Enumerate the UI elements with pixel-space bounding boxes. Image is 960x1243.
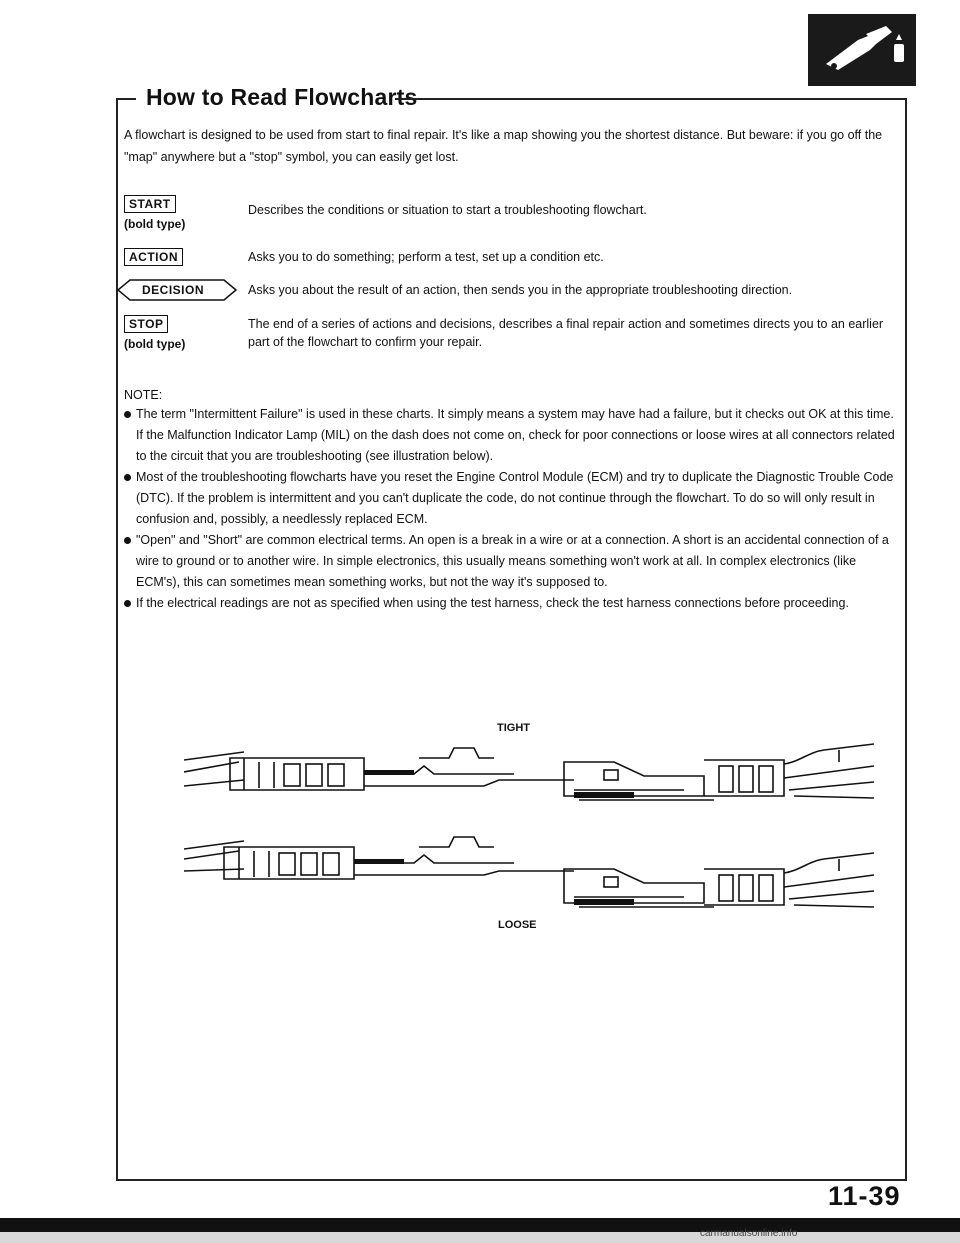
decision-description: Asks you about the result of an action, then sends you in the appropriate troubleshooting direction. <box>248 283 793 297</box>
start-symbol: START <box>124 195 176 213</box>
decision-symbol: DECISION <box>142 283 205 297</box>
note-heading: NOTE: <box>124 388 163 402</box>
note-item: If the electrical readings are not as specified when using the test harness, check the test harness connections before proceeding. <box>124 593 898 614</box>
bottom-bar <box>0 1218 960 1232</box>
notes-list <box>124 404 898 614</box>
stop-subtext: (bold type) <box>124 337 186 351</box>
loose-label: LOOSE <box>498 919 537 931</box>
page-number: 11-39 <box>828 1181 901 1211</box>
note-item: "Open" and "Short" are common electrical terms. An open is a break in a wire or at a connection. A short is an accidental connection of a wire to ground or to another wire. In simple electronics, this usually means something won't work at all. In complex electronics (like ECM's), this can sometimes mean something works, but not the way it's supposed to. <box>124 530 898 593</box>
start-subtext: (bold type) <box>124 217 186 231</box>
stop-symbol: STOP <box>124 315 168 333</box>
bullet-icon <box>124 537 131 544</box>
page-title: How to Read Flowcharts <box>146 84 418 110</box>
bullet-icon <box>124 600 131 607</box>
tight-connector-illustration <box>184 740 874 820</box>
loose-connector-illustration <box>184 835 874 915</box>
action-symbol: ACTION <box>124 248 183 266</box>
note-item: Most of the troubleshooting flowcharts have you reset the Engine Control Module (ECM) and try to duplicate the Diagnostic Trouble Code (DTC). If the problem is intermittent and you can't duplicate the code, do not continue through the flowchart. To do so will only result in confusion and, possibly, a needlessly replaced ECM. <box>124 467 898 530</box>
watermark: carmanualsonline.info <box>700 1228 798 1239</box>
note-item: The term "Intermittent Failure" is used in these charts. It simply means a system may have had a failure, but it checks out OK at this time. If the Malfunction Indicator Lamp (MIL) on the dash does not come on, check for poor connections or loose wires at all connectors related to the circuit that you are troubleshooting (see illustration below). <box>124 404 898 467</box>
stop-description: The end of a series of actions and decisions, describes a final repair action and sometimes directs you to an earlier part of the flowchart to confirm your repair. <box>248 317 884 349</box>
intro-paragraph: A flowchart is designed to be used from start to final repair. It's like a map showing you the shortest distance. But beware: if you go off the "map" anywhere but a "stop" symbol, you can easily get lost. <box>124 128 883 164</box>
bottom-bar-lower <box>0 1232 960 1243</box>
start-description: Describes the conditions or situation to start a troubleshooting flowchart. <box>248 203 647 217</box>
tight-label: TIGHT <box>497 722 530 734</box>
section-tab-icon <box>808 14 916 86</box>
bullet-icon <box>124 474 131 481</box>
bullet-icon <box>124 411 131 418</box>
action-description: Asks you to do something; perform a test, set up a condition etc. <box>248 250 604 264</box>
